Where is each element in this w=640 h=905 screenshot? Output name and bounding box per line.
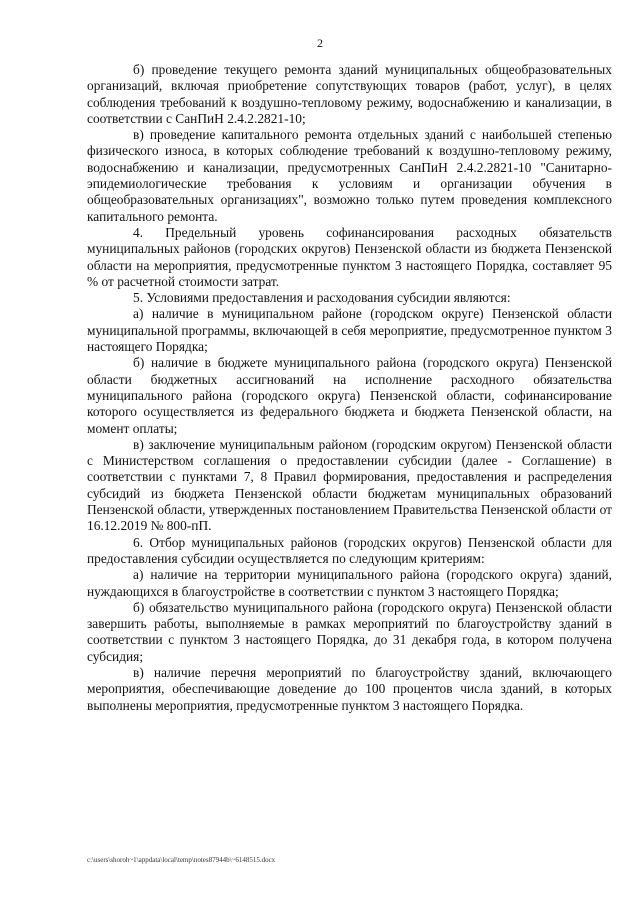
paragraph-5b-budget-allocations: б) наличие в бюджете муниципального района (городского округа) Пензенской области бюджетных ассигнований на исполнение расходного обязательства муниципального района (городского округа) Пензенской области, софинансирование которого осуществляется из федерального бюджета и бюджета Пензенской области, на момент оплаты; xyxy=(87,355,612,436)
paragraph-6-selection-criteria: 6. Отбор муниципальных районов (городских округов) Пензенской области для предоставления субсидии осуществляется по следующим критериям: xyxy=(87,534,612,566)
paragraph-5-conditions-heading: 5. Условиями предоставления и расходования субсидии являются: xyxy=(133,290,511,306)
page-number: 2 xyxy=(317,36,323,50)
paragraph-5a-municipal-program: а) наличие в муниципальном районе (городском округе) Пензенской области муниципальной программы, включающей в себя мероприятие, предусмотренное пунктом 3 настоящего Порядка; xyxy=(87,306,612,355)
paragraph-6a-buildings-need: а) наличие на территории муниципального района (городского округа) зданий, нуждающихся в благоустройстве в соответствии с пунктом 3 настоящего Порядка; xyxy=(87,567,612,599)
paragraph-5v-agreement: в) заключение муниципальным районом (городским округом) Пензенской области с Министерством соглашения о предоставлении субсидии (далее - Соглашение) в соответствии с пунктами 7, 8 Правил формирования, предоставления и распределения субсидий из бюджета Пензенской области бюджетам муниципальных образований Пензенской области, утвержденных постановлением Правительства Пензенской области от 16.12.2019 № 800-пП. xyxy=(87,436,612,534)
document-body xyxy=(87,62,612,714)
paragraph-2v-capital-repair: в) проведение капитального ремонта отдельных зданий с наибольшей степенью физического износа, в которых соблюдение требований к воздушно-тепловому режиму, водоснабжению и канализации, предусмотренных СанПиН 2.4.2.2821-10 "Санитарно-эпидемиологические требования к условиям и организации обучения в общеобразовательных организациях", возможно только путем проведения комплексного капитального ремонта. xyxy=(87,127,612,224)
footer-file-path: c:\users\shoroh~1\appdata\local\temp\notes87944b\~6148515.docx xyxy=(87,856,276,864)
paragraph-6b-completion-obligation: б) обязательство муниципального района (городского округа) Пензенской области завершить работы, выполняемые в рамках мероприятий по благоустройству зданий в соответствии с пунктом 3 настоящего Порядка, до 31 декабря года, в котором получена субсидия; xyxy=(87,599,612,664)
paragraph-2b-current-repair: б) проведение текущего ремонта зданий муниципальных общеобразовательных организаций, включая приобретение сопутствующих товаров (работ, услуг), в целях соблюдения требований к воздушно-тепловому режиму, водоснабжению и канализации, в соответствии с СанПиН 2.4.2.2821-10; xyxy=(87,62,612,126)
paragraph-6v-measures-list: в) наличие перечня мероприятий по благоустройству зданий, включающего мероприятия, обеспечивающие доведение до 100 процентов числа зданий, в которых выполнены мероприятия, предусмотренные пунктом 3 настоящего Порядка. xyxy=(87,664,612,713)
paragraph-4-cofinancing-level: 4. Предельный уровень софинансирования расходных обязательств муниципальных районов (городских округов) Пензенской области из бюджета Пензенской области на мероприятия, предусмотренные пунктом 3 настоящего Порядка, составляет 95 % от расчетной стоимости затрат. xyxy=(87,224,612,289)
